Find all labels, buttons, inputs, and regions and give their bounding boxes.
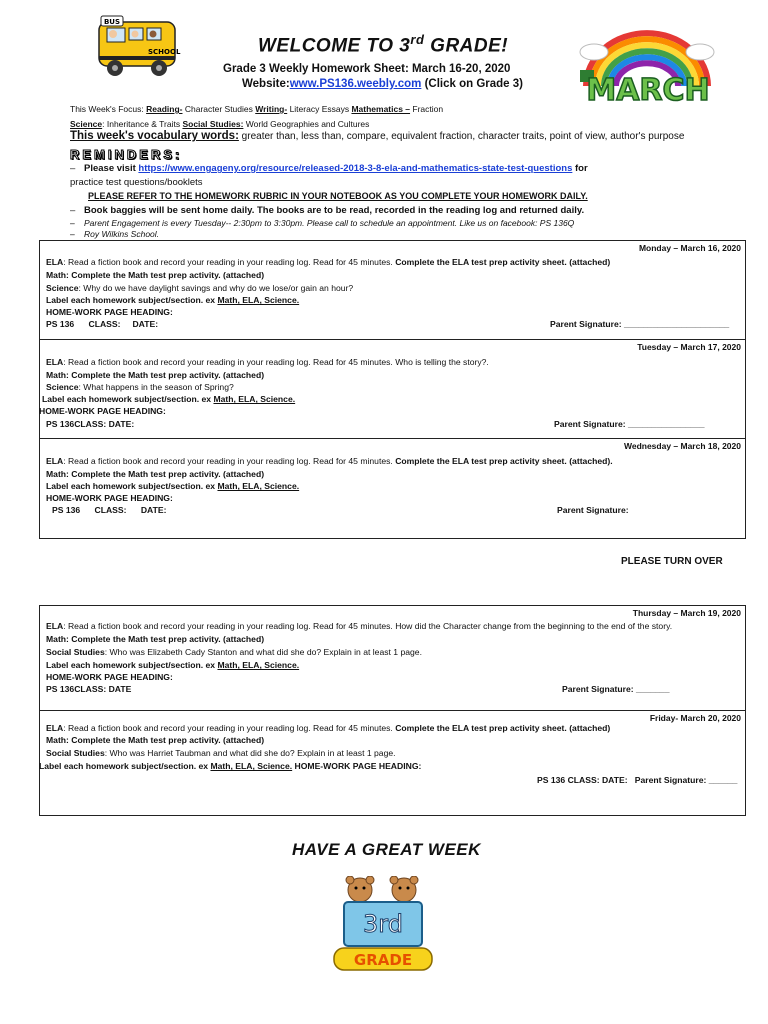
thursday-parent-signature: Parent Signature: _______ — [562, 684, 670, 694]
friday-math: Math: Complete the Math test prep activity. (attached) — [46, 735, 265, 745]
reminder-school: – Roy Wilkins School. — [70, 229, 160, 239]
tuesday-ela: ELA: Read a fiction book and record your reading in your reading log. Read for 45 minutes. Who is telling the story?. — [46, 357, 489, 367]
friday-box — [39, 710, 746, 816]
test-questions-link[interactable]: https://www.engageny.org/resource/released-2018-3-8-ela-and-mathematics-state-test-questions — [138, 163, 573, 174]
monday-math: Math: Complete the Math test prep activity. (attached) — [46, 270, 265, 280]
monday-science: Science: Why do we have daylight savings and why do we lose/or gain an hour? — [46, 283, 354, 293]
science-social-line: Science: Inheritance & Traits Social Studies: World Geographies and Cultures — [70, 119, 370, 129]
thursday-ela: ELA: Read a fiction book and record your reading in your reading log. Read for 45 minutes. How did the Character change from the beginning to the end of the story. — [46, 621, 673, 631]
monday-parent-signature: Parent Signature: ______________________ — [550, 319, 730, 329]
tuesday-heading: HOME-WORK PAGE HEADING: — [39, 406, 166, 416]
monday-label-note: Label each homework subject/section. ex Math, ELA, Science. — [46, 295, 300, 305]
wednesday-heading: HOME-WORK PAGE HEADING: — [46, 493, 173, 503]
turn-over-note: PLEASE TURN OVER — [621, 556, 723, 567]
wednesday-label-note: Label each homework subject/section. ex Math, ELA, Science. — [46, 481, 300, 491]
tuesday-parent-signature: Parent Signature: ________________ — [554, 419, 705, 429]
reminder-engagement: – Parent Engagement is every Tuesday-- 2:30pm to 3:30pm. Please call to schedule an appointment. Like us on facebook: PS 136Q — [70, 218, 575, 228]
vocabulary-line: This week's vocabulary words: greater than, less than, compare, equivalent fraction, character traits, point of view, author's purpose — [70, 130, 685, 142]
page-title: WELCOME TO 3rd GRADE! — [258, 32, 509, 57]
thursday-social-studies: Social Studies: Who was Elizabeth Cady Stanton and what did she do? Explain in at least 1 page. — [46, 647, 422, 657]
thursday-math: Math: Complete the Math test prep activity. (attached) — [46, 634, 265, 644]
tuesday-date: Tuesday – March 17, 2020 — [637, 342, 741, 352]
monday-ps: PS 136 CLASS: DATE: — [46, 319, 159, 329]
tuesday-ps: PS 136CLASS: DATE: — [46, 419, 135, 429]
reminders-heading: REMINDERS: — [70, 147, 183, 162]
tuesday-label-note: Label each homework subject/section. ex Math, ELA, Science. — [42, 394, 296, 404]
thursday-heading: HOME-WORK PAGE HEADING: — [46, 672, 173, 682]
school-bus-image — [93, 12, 183, 82]
friday-social-studies: Social Studies: Who was Harriet Taubman and what did she do? Explain in at least 1 page. — [46, 748, 396, 758]
wednesday-math: Math: Complete the Math test prep activity. (attached) — [46, 469, 265, 479]
website-link[interactable]: www.PS136.weebly.com — [289, 78, 422, 90]
monday-ela: ELA: Read a fiction book and record your reading in your reading log. Read for 45 minutes. Complete the ELA test prep activity sheet. (attached) — [46, 257, 611, 267]
closing-message: HAVE A GREAT WEEK — [292, 840, 481, 859]
reminder-visit-cont: practice test questions/booklets — [70, 177, 203, 188]
bus-side-text: SCHOOL — [148, 48, 181, 56]
tuesday-math: Math: Complete the Math test prep activity. (attached) — [46, 370, 265, 380]
monday-box — [39, 240, 746, 340]
focus-line: This Week's Focus: Reading- Character Studies Writing- Literacy Essays Mathematics – Fraction — [70, 104, 444, 114]
badge-top-text: 3rd — [363, 910, 403, 938]
march-logo-text: MARCH — [586, 73, 710, 108]
friday-ps-signature: PS 136 CLASS: DATE: Parent Signature: ______ — [537, 775, 738, 785]
wednesday-parent-signature: Parent Signature: — [557, 505, 629, 515]
friday-ela: ELA: Read a fiction book and record your reading in your reading log. Read for 45 minutes. Complete the ELA test prep activity sheet. (attached) — [46, 723, 611, 733]
monday-heading: HOME-WORK PAGE HEADING: — [46, 307, 173, 317]
monday-date: Monday – March 16, 2020 — [638, 243, 741, 253]
wednesday-ps: PS 136 CLASS: DATE: — [52, 505, 167, 515]
website-line: Website:www.PS136.weebly.com (Click on Grade 3) — [242, 78, 523, 90]
wednesday-ela: ELA: Read a fiction book and record your reading in your reading log. Read for 45 minutes. Complete the ELA test prep activity sheet. (attached). — [46, 456, 613, 466]
wednesday-box — [39, 438, 746, 539]
thursday-date: Thursday – March 19, 2020 — [632, 608, 741, 618]
reminder-rubric: PLEASE REFER TO THE HOMEWORK RUBRIC IN YOUR NOTEBOOK AS YOU COMPLETE YOUR HOMEWORK DAILY. — [88, 191, 588, 201]
tuesday-box — [39, 339, 746, 439]
march-rainbow-image — [576, 26, 718, 108]
friday-date: Friday- March 20, 2020 — [649, 713, 741, 723]
third-grade-badge-image — [330, 876, 436, 974]
thursday-box — [39, 605, 746, 711]
tuesday-science: Science: What happens in the season of Spring? — [46, 382, 234, 392]
thursday-label-note: Label each homework subject/section. ex Math, ELA, Science. — [46, 660, 300, 670]
bus-sign-text: BUS — [103, 18, 121, 26]
friday-label-note: Label each homework subject/section. ex Math, ELA, Science. HOME-WORK PAGE HEADING: — [39, 761, 422, 771]
reminder-visit: – Please visit https://www.engageny.org/resource/released-2018-3-8-ela-and-mathematics-state-test-questions for — [70, 163, 588, 174]
wednesday-date: Wednesday – March 18, 2020 — [623, 441, 741, 451]
thursday-ps: PS 136CLASS: DATE — [46, 684, 132, 694]
subtitle: Grade 3 Weekly Homework Sheet: March 16-20, 2020 — [223, 63, 511, 75]
badge-bottom-text: GRADE — [353, 951, 413, 969]
reminder-baggies: – Book baggies will be sent home daily. The books are to be read, recorded in the reading log and returned daily. — [70, 205, 585, 216]
